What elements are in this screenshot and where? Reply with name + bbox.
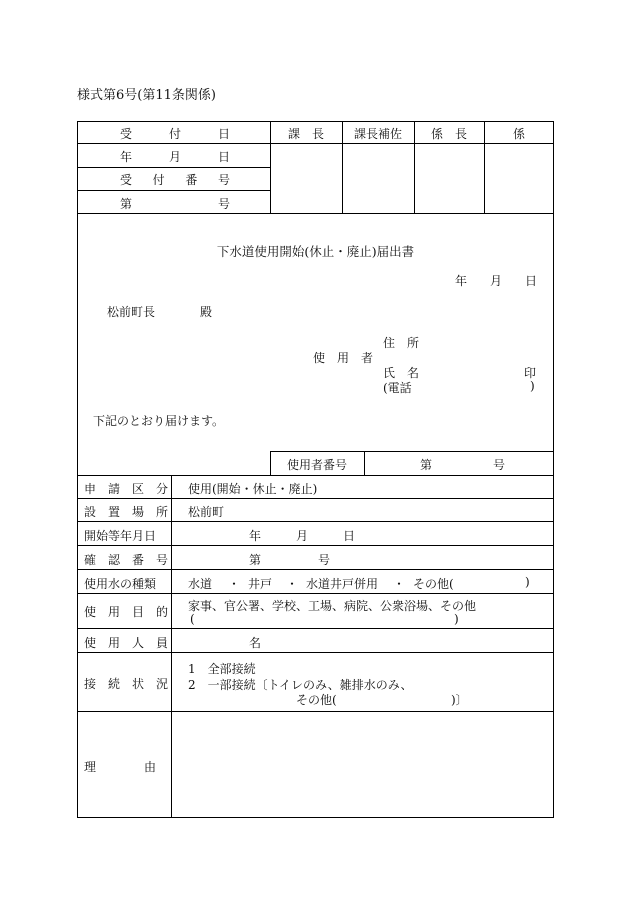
name-label: 氏 名 (383, 366, 420, 380)
start-date-year: 年 (249, 529, 262, 543)
date-units-label: 年 月 日 (120, 150, 230, 164)
approval-staff: 係 (512, 127, 525, 141)
seal-box-section-chief[interactable] (271, 144, 341, 212)
document-title: 下水道使用開始(休止・廃止)届出書 (216, 244, 415, 259)
seal-box-deputy-chief[interactable] (343, 144, 413, 212)
seal-box-subsection-chief[interactable] (415, 144, 483, 212)
purpose-other-close: ) (454, 612, 459, 626)
label-water-type: 使用水の種類 (84, 577, 157, 591)
recipient: 松前町長 (107, 305, 156, 319)
option-combined[interactable]: 水道井戸併用 (306, 577, 379, 591)
start-date-day: 日 (343, 529, 356, 543)
label-purpose: 使 用 目 的 (84, 605, 169, 619)
option-other-close: ) (525, 575, 530, 589)
option-tap-water[interactable]: 水道 (188, 577, 213, 591)
number-label: 第 号 (120, 197, 230, 211)
statement: 下記のとおり届けます。 (93, 414, 225, 428)
applicant-label: 使 用 者 (313, 351, 374, 365)
connection-partial[interactable]: 2 一部接続〔トイレのみ、雑排水のみ、 (188, 678, 413, 692)
connection-other-open: その他( (296, 693, 337, 707)
label-connection: 接 続 状 況 (84, 677, 169, 691)
value-location[interactable]: 松前町 (188, 505, 225, 519)
recipient-honorific: 殿 (200, 305, 213, 319)
start-date-month: 月 (296, 529, 309, 543)
form-number: 様式第6号(第11条関係) (77, 88, 216, 103)
reason-field[interactable] (172, 712, 553, 817)
people-unit: 名 (249, 636, 262, 650)
connection-other-close: )〕 (451, 693, 468, 707)
seal-box-staff[interactable] (485, 144, 553, 212)
phone-open: (電話 (383, 381, 412, 395)
label-confirm-number: 確 認 番 号 (84, 553, 169, 567)
label-reason: 理 由 (84, 760, 157, 774)
seal-mark: 印 (524, 366, 537, 380)
submission-date[interactable]: 年 月 日 (455, 274, 537, 288)
label-start-date: 開始等年月日 (84, 529, 157, 543)
confirm-number-prefix: 第 (249, 553, 262, 567)
label-location: 設 置 場 所 (84, 505, 169, 519)
purpose-options[interactable]: 家事、官公署、学校、工場、病院、公衆浴場、その他 (188, 599, 477, 613)
approval-section-chief: 課 長 (287, 127, 324, 141)
label-application-category: 申 請 区 分 (84, 482, 169, 496)
label-people: 使 用 人 員 (84, 636, 169, 650)
connection-full[interactable]: 1 全部接続 (188, 662, 256, 676)
option-well[interactable]: 井戸 (248, 577, 273, 591)
value-application-category[interactable]: 使用(開始・休止・廃止) (188, 482, 318, 496)
purpose-other-open: ( (190, 612, 195, 626)
user-number-suffix: 号 (493, 458, 506, 472)
approval-subsection-chief: 係 長 (430, 127, 467, 141)
user-number-prefix: 第 (420, 458, 433, 472)
reception-number-label: 受 付 番 号 (120, 173, 230, 187)
phone-close: ) (530, 379, 535, 393)
confirm-number-suffix: 号 (318, 553, 331, 567)
approval-deputy-chief: 課長補佐 (353, 127, 402, 141)
separator: ・ (393, 577, 406, 591)
separator: ・ (286, 577, 299, 591)
separator: ・ (228, 577, 241, 591)
received-date-label: 受 付 日 (120, 127, 230, 141)
option-other[interactable]: その他( (413, 577, 454, 591)
user-number-label: 使用者番号 (286, 458, 347, 472)
address-label: 住 所 (383, 336, 420, 350)
